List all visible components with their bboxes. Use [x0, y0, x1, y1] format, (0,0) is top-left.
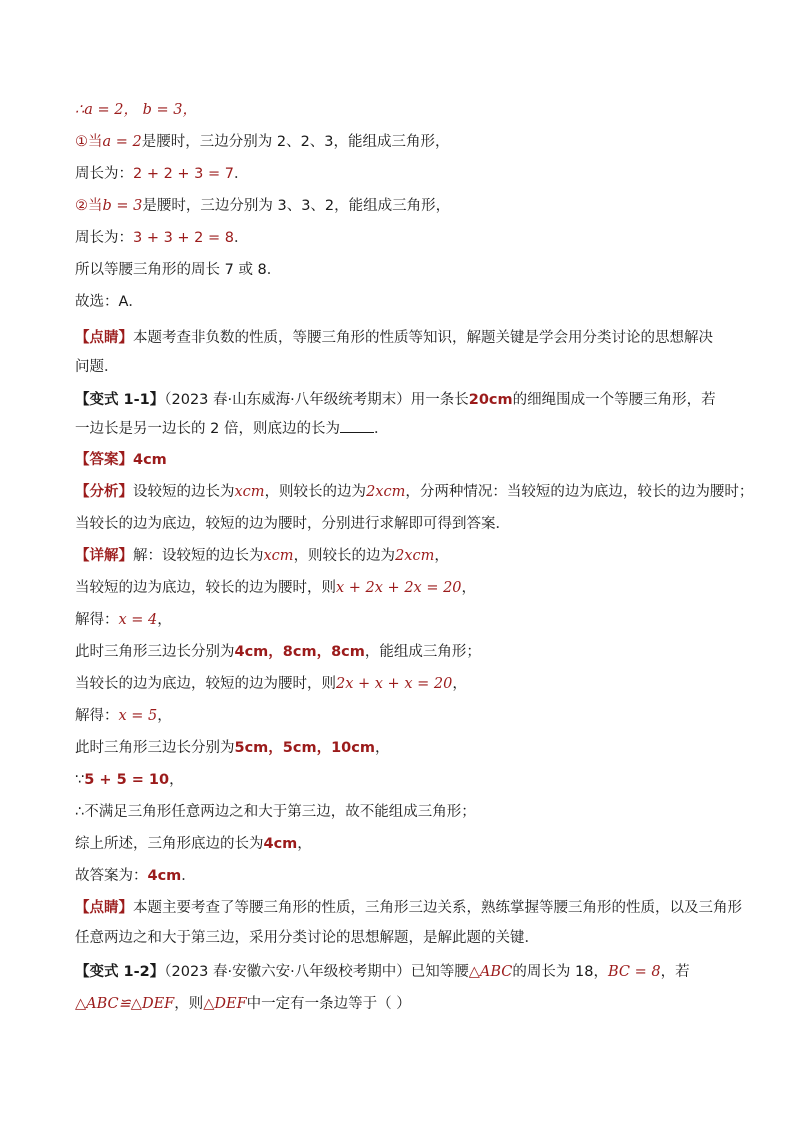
analysis-var-2: 2xcm — [366, 484, 406, 500]
analysis-var-1: xcm — [234, 484, 265, 500]
sides-a-label: 此时三角形三边长分别为 — [75, 644, 235, 660]
line-analysis-1 — [75, 482, 754, 502]
line-variant-1-2b — [75, 994, 722, 1014]
line-case-2 — [75, 196, 722, 216]
case-2-math: b = 3 — [102, 198, 143, 214]
sides-b-label: 此时三角形三边长分别为 — [75, 740, 235, 756]
case-b-text: 当较长的边为底边，较短的边为腰时，则 — [75, 676, 336, 692]
variant-1-2-text-e: ，若 — [660, 964, 690, 980]
conclusion-text: 所以等腰三角形的周长 7 或 8． — [75, 262, 282, 278]
solve-a-label: 解得： — [75, 612, 119, 628]
case-1-text: 是腰时，三边分别为 2、2、3，能组成三角形， — [141, 134, 450, 150]
solve-b-label: 解得： — [75, 708, 119, 724]
case-a-end: ， — [461, 580, 477, 596]
comment-2-tag: 【点睛】 — [75, 900, 133, 916]
comment-1-text: 本题考查非负数的性质，等腰三角形的性质等知识，解题关键是学会用分类讨论的思想解决问题． — [75, 330, 713, 375]
summary-end: ， — [297, 836, 312, 852]
line-case-b — [75, 674, 722, 694]
line-perimeter-2 — [75, 228, 722, 248]
line-answer — [75, 450, 722, 470]
case-a-text: 当较短的边为底边，较长的边为腰时，则 — [75, 580, 336, 596]
solve-b-end: ， — [157, 708, 172, 724]
case-2-marker: ②当 — [75, 198, 103, 214]
line-variant-1-1 — [75, 386, 722, 444]
line-perimeter-1 — [75, 164, 722, 184]
case-a-equation: x + 2x + 2x = 20 — [336, 580, 462, 596]
solution-text-c: ，则较长的边为 — [293, 548, 396, 564]
analysis-text-c: ，则较长的边为 — [264, 484, 367, 500]
summary-value: 4cm — [263, 836, 298, 852]
answer-tag: 【答案】 — [75, 452, 133, 468]
line-because — [75, 770, 722, 790]
line-comment-2b — [75, 928, 722, 948]
variant-1-1-text-c: 的细绳围成一个等腰三角形，若一边长是另一边长的 2 倍，则底边的长为 — [75, 392, 716, 437]
line-solution-intro — [75, 546, 722, 566]
variant-1-1-text-d: ． — [373, 421, 389, 437]
case-1-math: a = 2 — [102, 134, 142, 150]
perimeter-1-label: 周长为： — [75, 166, 133, 182]
line-solve-a — [75, 610, 722, 630]
variant-1-2-congruence: △ABC≌△DEF — [75, 996, 175, 1012]
comment-1-tag: 【点睛】 — [75, 330, 133, 346]
solve-a-value: x = 4 — [118, 612, 158, 628]
solution-var-1: xcm — [263, 548, 294, 564]
variant-1-2-text-then: ，则 — [174, 996, 204, 1012]
perimeter-1-end: ． — [234, 166, 249, 182]
case-b-equation: 2x + x + x = 20 — [336, 676, 453, 692]
variant-1-2-bc: BC = 8 — [607, 964, 661, 980]
line-comment-2a — [75, 898, 742, 918]
perimeter-2-end: ． — [234, 230, 249, 246]
analysis-tag: 【分析】 — [75, 484, 133, 500]
analysis-line-2: 当较长的边为底边，较短的边为腰时，分别进行求解即可得到答案． — [75, 516, 510, 532]
case-1-marker: ①当 — [75, 134, 103, 150]
line-variant-1-2a — [75, 962, 722, 982]
because-math: 5 + 5 = 10 — [84, 772, 170, 788]
solution-text-a: 解：设较短的边长为 — [133, 548, 264, 564]
final-answer-value: 4cm — [147, 868, 182, 884]
variant-1-2-def: △DEF — [203, 996, 247, 1012]
variant-1-2-text-a: （2023 春·安徽六安·八年级校考期中）已知等腰 — [164, 964, 469, 980]
final-answer-label: 故答案为： — [75, 868, 148, 884]
because-end: ， — [169, 772, 184, 788]
sides-a-end: ，能组成三角形； — [364, 644, 481, 660]
because-symbol: ∵ — [75, 772, 85, 788]
sides-b-end: ， — [374, 740, 390, 756]
therefore-text: ∴不满足三角形任意两边之和大于第三边，故不能组成三角形； — [75, 804, 476, 820]
solve-a-end: ， — [157, 612, 172, 628]
line-case-1 — [75, 132, 722, 152]
line-comment-1 — [75, 324, 722, 382]
line-answer-choice — [75, 292, 722, 312]
comment-2-text-l1: 本题主要考查了等腰三角形的性质，三角形三边关系，熟练掌握等腰三角形的性质，以及三角形 — [133, 900, 742, 916]
perimeter-2-label: 周长为： — [75, 230, 133, 246]
analysis-text-e: ，分两种情况：当较短的边为底边，较长的边为腰时； — [405, 484, 754, 500]
analysis-text-a: 设较短的边长为 — [133, 484, 235, 500]
line-sides-a — [75, 642, 722, 662]
line-final-answer — [75, 866, 722, 886]
final-answer-end: ． — [181, 868, 196, 884]
answer-value: 4cm — [133, 452, 167, 468]
solution-text-e: ， — [434, 548, 449, 564]
answer-blank — [340, 418, 374, 433]
variant-1-1-length: 20cm — [468, 392, 513, 408]
variant-1-2-text-c: 的周长为 18， — [512, 964, 608, 980]
solve-b-value: x = 5 — [118, 708, 158, 724]
case-b-end: ， — [452, 676, 467, 692]
perimeter-1-math: 2 + 2 + 3 = 7 — [133, 166, 235, 182]
line-analysis-2 — [75, 514, 722, 534]
case-2-text: 是腰时，三边分别为 3、3、2，能组成三角形， — [142, 198, 451, 214]
variant-1-1-text-a: （2023 春·山东威海·八年级统考期末）用一条长 — [164, 392, 469, 408]
variant-1-1-tag: 【变式 1-1】 — [75, 392, 165, 408]
line-case-a — [75, 578, 722, 598]
line-conclusion — [75, 260, 722, 280]
perimeter-2-math: 3 + 3 + 2 = 8 — [133, 230, 235, 246]
summary-text: 综上所述，三角形底边的长为 — [75, 836, 264, 852]
sides-a-values: 4cm，8cm，8cm — [234, 644, 365, 660]
comment-2-text-l2: 任意两边之和大于第三边，采用分类讨论的思想解题，是解此题的关键． — [75, 930, 539, 946]
variant-1-2-question: 中一定有一条边等于（ ） — [246, 996, 411, 1012]
solution-tag: 【详解】 — [75, 548, 133, 564]
solution-var-2: 2xcm — [395, 548, 435, 564]
line-summary — [75, 834, 722, 854]
line-therefore — [75, 802, 722, 822]
sides-b-values: 5cm，5cm，10cm — [234, 740, 375, 756]
line-solve-b — [75, 706, 722, 726]
line-sides-b — [75, 738, 722, 758]
given-values: ∴a = 2， b = 3， — [75, 102, 197, 118]
answer-choice-text: 故选：A． — [75, 294, 143, 310]
variant-1-2-tag: 【变式 1-2】 — [75, 964, 165, 980]
variant-1-2-triangle: △ABC — [468, 964, 513, 980]
line-given — [75, 100, 722, 120]
